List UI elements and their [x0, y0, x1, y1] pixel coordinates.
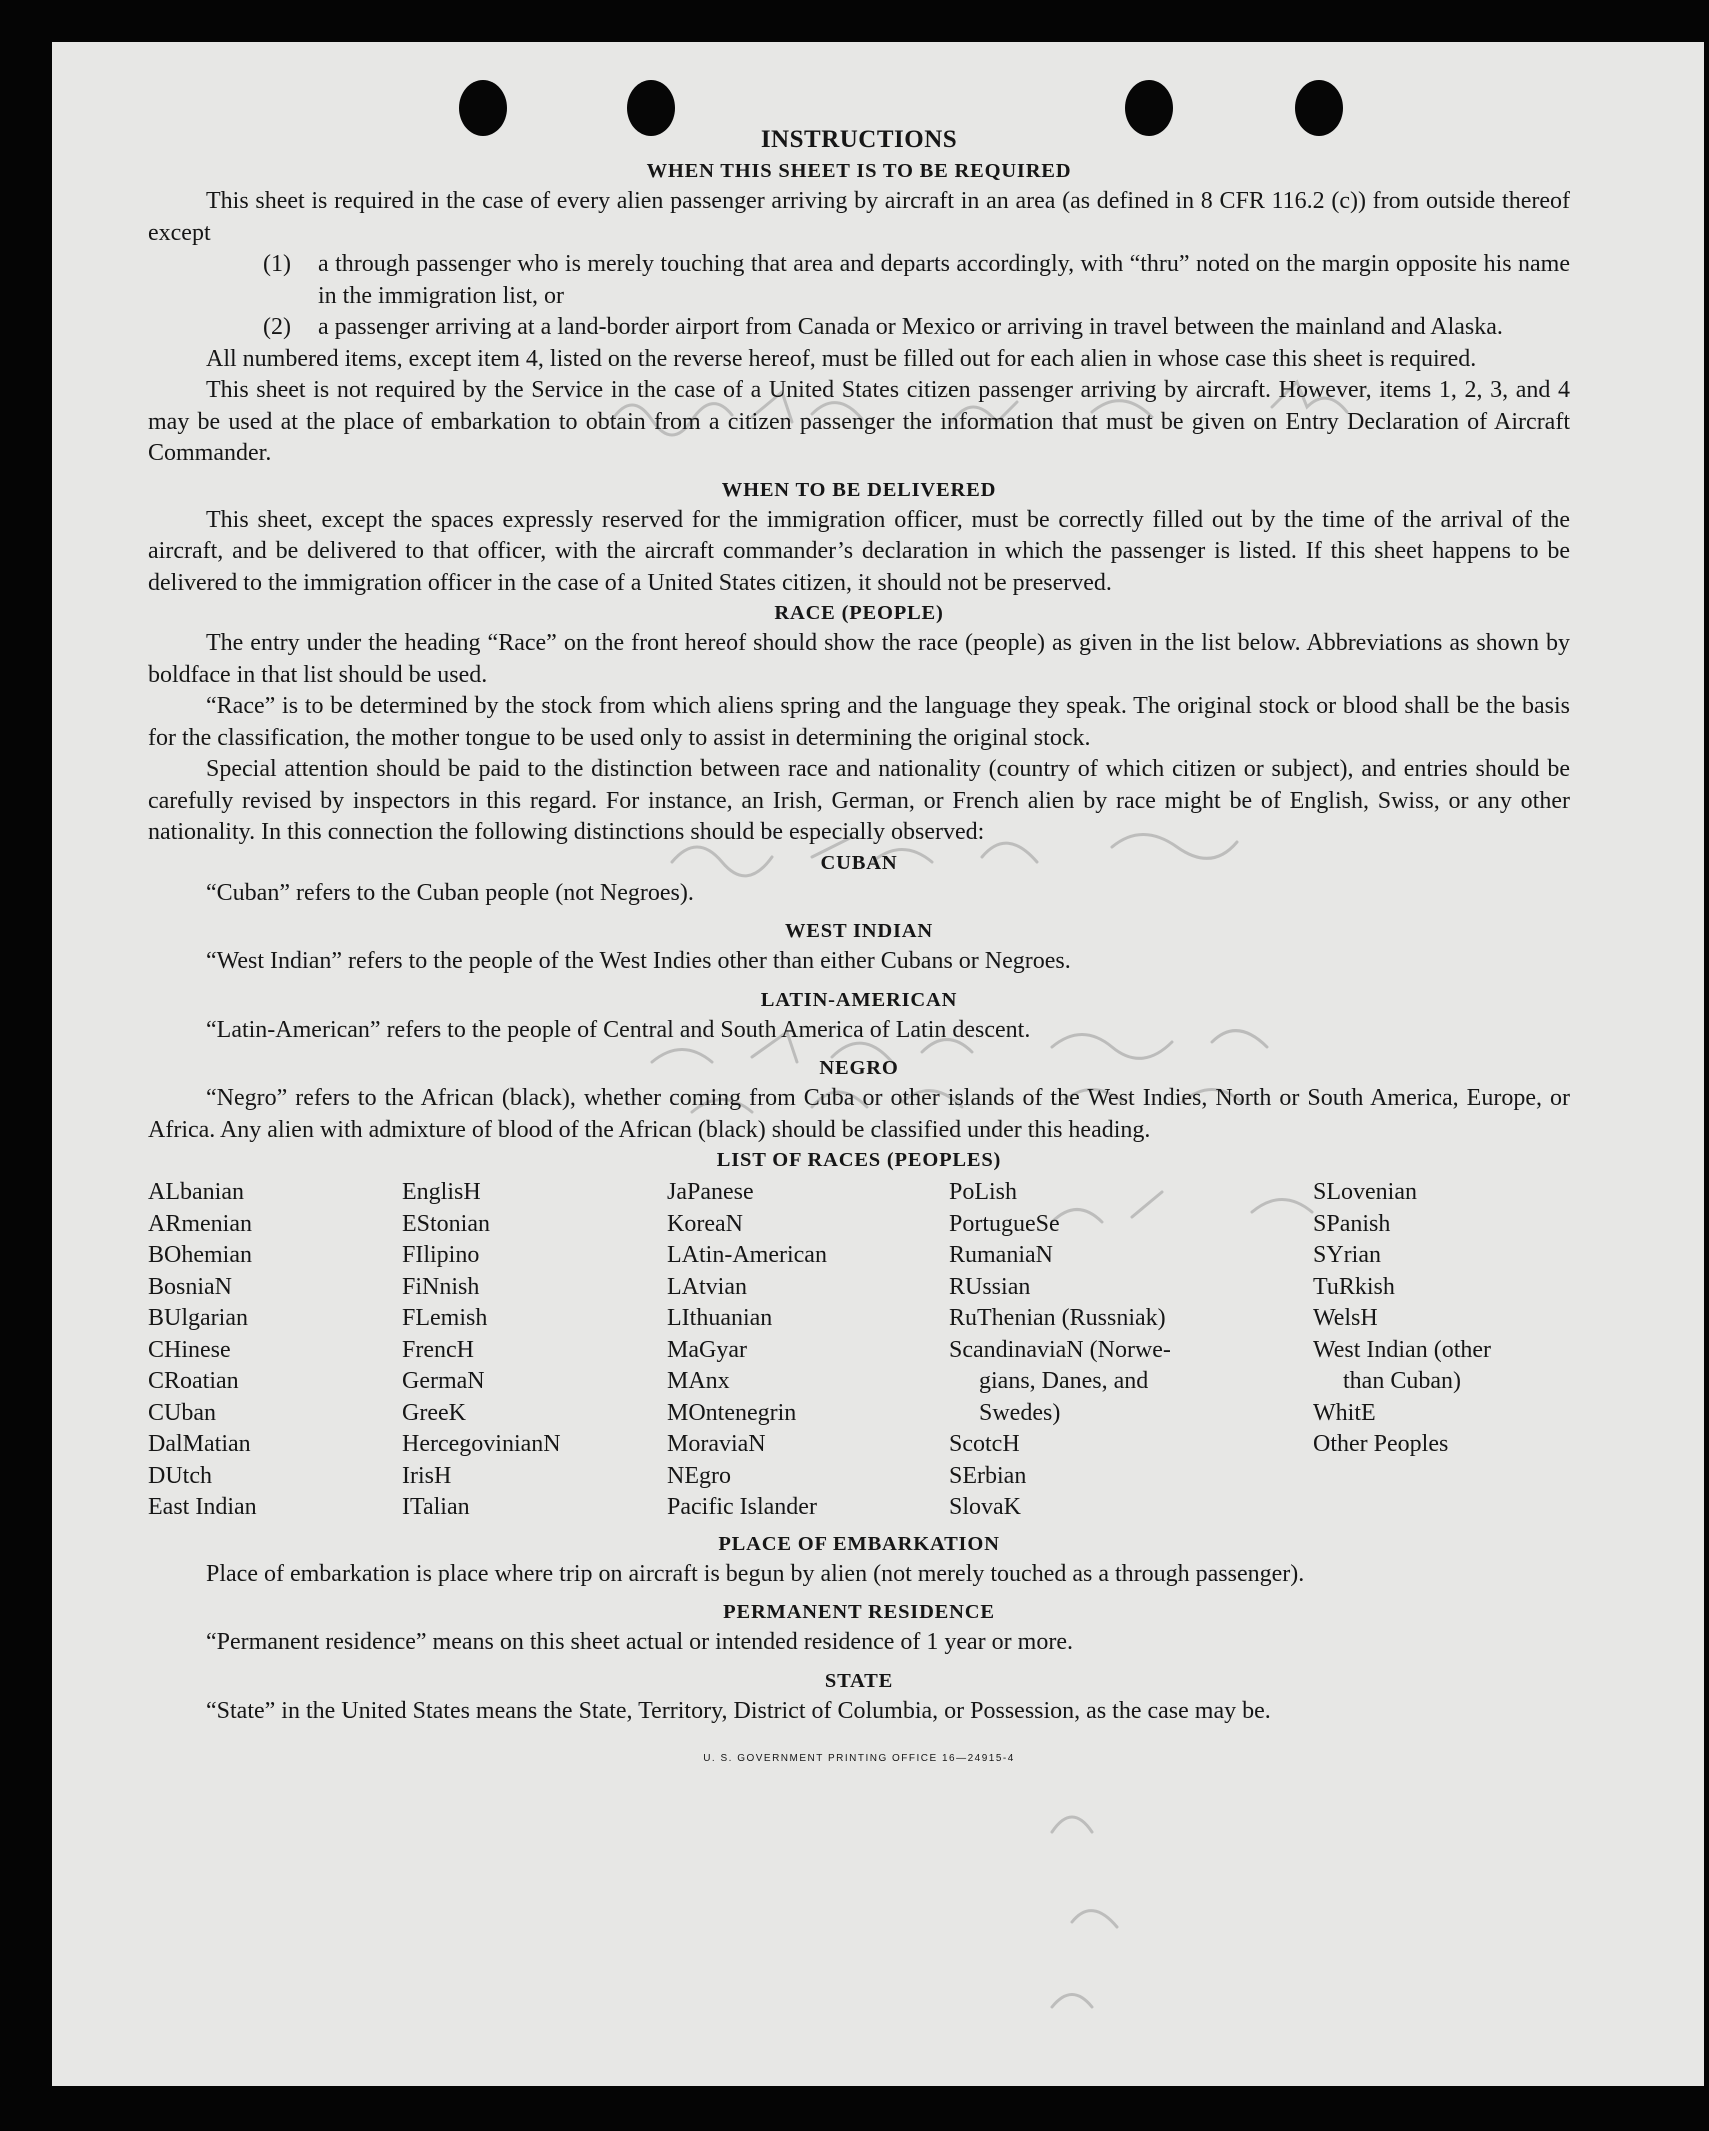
race-entry: RUssian [949, 1273, 1031, 1300]
race-entry: FiNnish [402, 1273, 480, 1300]
races-column [949, 1177, 1313, 1524]
race-entry: gians, Danes, and [979, 1368, 1149, 1394]
list-item [148, 249, 1570, 312]
page-title: INSTRUCTIONS [760, 126, 958, 153]
section-heading-state: STATE [824, 1669, 894, 1692]
race-entry: ScotcH [949, 1431, 1020, 1457]
race-entry: ScandinaviaN (Norwe- [949, 1336, 1171, 1363]
race-entry: GermaN [402, 1368, 485, 1394]
race-entry: SLovenian [1313, 1179, 1417, 1205]
race-entry: HercegovinianN [402, 1431, 561, 1457]
race-entry: CUban [148, 1399, 216, 1426]
instructions-content [148, 123, 1570, 1775]
paragraph: Special attention should be paid to the distinction between race and nationality (country of which citizen or subject), and entries should be carefully revised by inspectors in this regard. For instance, an Irish, German, or French alien by race might be of English, Swiss, or any other nationality. In this connection the following distinctions should be especially observed: [148, 756, 1570, 845]
race-entry: EnglisH [402, 1179, 481, 1205]
race-entry: FLemish [402, 1305, 488, 1331]
document-page [52, 42, 1704, 2086]
paragraph: The entry under the heading “Race” on the front hereof should show the race (people) as given in the list below. Abbreviations as shown by boldface in that list should be used. [148, 630, 1570, 688]
section-heading-race: RACE (PEOPLE) [774, 602, 944, 624]
race-entry: FrencH [402, 1336, 474, 1363]
paragraph: “Race” is to be determined by the stock from which aliens spring and the language they speak. The original stock or blood shall be the basis for the classification, the mother tongue to be used only to assist in determining the original stock. [148, 693, 1570, 751]
race-entry: SPanish [1313, 1210, 1391, 1237]
paragraph: “West Indian” refers to the people of the West Indies other than either Cubans or Negroes. [206, 948, 1071, 974]
race-entry: MoraviaN [667, 1431, 766, 1457]
race-entry: DUtch [148, 1462, 212, 1489]
paragraph: “State” in the United States means the State, Territory, District of Columbia, or Possession, as the case may be. [206, 1697, 1271, 1724]
race-entry: FIlipino [402, 1242, 480, 1268]
race-entry: ALbanian [148, 1179, 244, 1205]
race-entry: WelsH [1313, 1305, 1378, 1331]
race-entry: BosniaN [148, 1273, 232, 1300]
race-entry: IrisH [402, 1462, 452, 1489]
section-heading-west-indian: WEST INDIAN [785, 920, 933, 942]
race-entry: Pacific Islander [667, 1494, 817, 1520]
list-item [148, 312, 1570, 344]
race-entry: MOntenegrin [667, 1399, 797, 1426]
race-entry: RuThenian (Russniak) [949, 1305, 1166, 1331]
race-entry: than Cuban) [1343, 1368, 1461, 1394]
race-entry: CRoatian [148, 1368, 239, 1394]
section-heading-negro: NEGRO [819, 1057, 899, 1079]
race-entry: LIthuanian [667, 1305, 773, 1331]
race-entry: NEgro [667, 1462, 731, 1489]
race-entry: West Indian (other [1313, 1336, 1492, 1363]
section-heading-embarkation: PLACE OF EMBARKATION [718, 1532, 1000, 1555]
races-column [667, 1177, 949, 1524]
paragraph: “Latin-American” refers to the people of Central and South America of Latin descent. [206, 1016, 1031, 1043]
paragraph: Place of embarkation is place where trip on aircraft is begun by alien (not merely touched as a through passenger). [206, 1560, 1305, 1587]
races-column [148, 1177, 402, 1524]
race-entry: BUlgarian [148, 1305, 248, 1331]
printing-office-footer: U. S. GOVERNMENT PRINTING OFFICE 16—24915-4 [703, 1753, 1015, 1764]
paragraph: “Permanent residence” means on this sheet actual or intended residence of 1 year or more. [206, 1629, 1073, 1655]
race-entry: SYrian [1313, 1242, 1381, 1268]
race-entry: KoreaN [667, 1210, 743, 1237]
races-column [402, 1177, 667, 1524]
section-heading-latin-american: LATIN-AMERICAN [760, 988, 958, 1011]
paragraph: This sheet is required in the case of every alien passenger arriving by aircraft in an area (as defined in 8 CFR 116.2 (c)) from outside thereof except [148, 188, 1570, 246]
item-number: (1) [263, 251, 291, 277]
paragraph: “Negro” refers to the African (black), whether coming from Cuba or other islands of the West Indies, North or South America, Europe, or Africa. Any alien with admixture of blood of the African (black) should be classified under this heading. [148, 1085, 1570, 1143]
race-entry: WhitE [1313, 1399, 1376, 1426]
race-entry: DalMatian [148, 1431, 251, 1457]
race-entry: JaPanese [667, 1179, 754, 1205]
paragraph: This sheet, except the spaces expressly reserved for the immigration officer, must be correctly filled out by the time of the arrival of the aircraft, and be delivered to that officer, with the aircraft commander’s declaration in which the passenger is listed. If this sheet happens to be delivered to the immigration officer in the case of a United States citizen, it should not be preserved. [148, 506, 1570, 596]
race-entry: East Indian [148, 1494, 257, 1520]
section-heading-when-required: WHEN THIS SHEET IS TO BE REQUIRED [646, 160, 1072, 182]
race-entry: EStonian [402, 1210, 490, 1237]
race-entry: BOhemian [148, 1242, 252, 1268]
races-column [1313, 1177, 1570, 1524]
race-entry: LAtin-American [667, 1242, 827, 1268]
race-entry: Other Peoples [1313, 1431, 1449, 1457]
race-entry: MaGyar [667, 1336, 747, 1363]
race-entry: ARmenian [148, 1210, 252, 1237]
race-entry: CHinese [148, 1336, 231, 1363]
paragraph: This sheet is not required by the Service in the case of a United States citizen passenger arriving by aircraft. However, items 1, 2, 3, and 4 may be used at the place of embarkation to obtain from a citizen passenger the information that must be given on Entry Declaration of Aircraft Commander. [148, 377, 1570, 466]
race-entry: ITalian [402, 1494, 470, 1520]
paragraph: “Cuban” refers to the Cuban people (not Negroes). [206, 879, 694, 906]
race-entry: LAtvian [667, 1273, 747, 1300]
race-entry: TuRkish [1313, 1273, 1395, 1300]
race-entry: GreeK [402, 1399, 466, 1426]
race-entry: PortugueSe [949, 1210, 1060, 1237]
race-entry: PoLish [949, 1179, 1018, 1205]
race-entry: RumaniaN [949, 1242, 1053, 1268]
section-heading-list-of-races: LIST OF RACES (PEOPLES) [716, 1149, 1002, 1171]
paragraph: All numbered items, except item 4, listed on the reverse hereof, must be filled out for each alien in whose case this sheet is required. [206, 345, 1477, 372]
race-entry: SlovaK [949, 1494, 1021, 1520]
item-text: a passenger arriving at a land-border airport from Canada or Mexico or arriving in travel between the mainland and Alaska. [318, 314, 1503, 340]
item-text: a through passenger who is merely touching that area and departs accordingly, with “thru” noted on the margin opposite his name in the immigration list, or [318, 251, 1570, 309]
races-list [148, 1177, 1570, 1524]
section-heading-when-delivered: WHEN TO BE DELIVERED [721, 478, 997, 501]
race-entry: SErbian [949, 1462, 1027, 1489]
item-number: (2) [263, 314, 291, 340]
section-heading-permanent-residence: PERMANENT RESIDENCE [723, 1601, 995, 1623]
race-entry: MAnx [667, 1368, 730, 1394]
section-heading-cuban: CUBAN [820, 851, 898, 874]
race-entry: Swedes) [979, 1399, 1061, 1426]
